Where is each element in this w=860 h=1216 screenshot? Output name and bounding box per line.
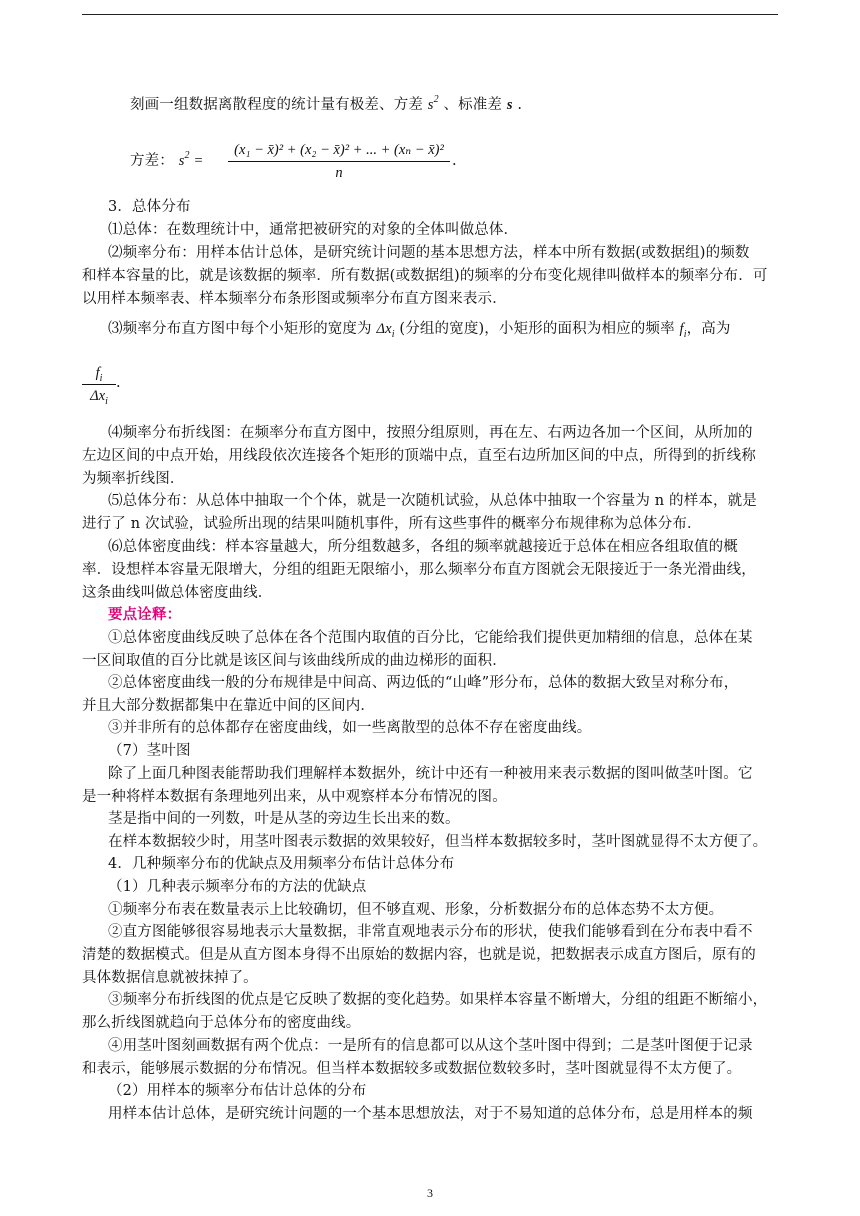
- note-1b: 一区间取值的百分比就是该区间与该曲线所成的曲边梯形的面积．: [82, 653, 507, 669]
- stem-leaf-para-c: 茎是指中间的一列数，叶是从茎的旁边生长出来的数。: [108, 811, 460, 827]
- stem-leaf-para-b: 是一种将样本数据有条理地列出来，从中观察样本分布情况的图。: [82, 789, 507, 805]
- variance-lhs: $s^2$ =: [178, 150, 204, 169]
- paragraph-6b: 率．设想样本容量无限增大，分组的组距无限缩小，那么频率分布直方图就会无限接近于一条光滑曲线，: [82, 562, 756, 578]
- page-number: 3: [427, 1186, 433, 1200]
- paragraph-3a: ⑶频率分布直方图中每个小矩形的宽度为 $\Delta x_i$ (分组的宽度)，小矩形的面积为相应的频率 $f_i$，高为: [108, 321, 731, 340]
- advantage-1: ①频率分布表在数量表示上比较确切，但不够直观、形象，分析数据分布的总体态势不太方便。: [108, 902, 724, 918]
- paragraph-5a: ⑸总体分布：从总体中抽取一个个体，就是一次随机试验，从总体中抽取一个容量为 n 的样本，就是: [108, 493, 757, 509]
- paragraph-6a: ⑹总体密度曲线：样本容量越大，所分组数越多，各组的频率就越接近于总体在相应各组取值的概: [108, 539, 738, 555]
- advantage-3a: ③频率分布折线图的优点是它反映了数据的变化趋势。如果样本容量不断增大，分组的组距不断缩小，: [108, 992, 768, 1008]
- variance-label: 方差：: [130, 153, 174, 169]
- variance-denominator: n: [335, 165, 343, 181]
- paragraph-4c: 为频率折线图．: [82, 471, 185, 487]
- note-2a: ②总体密度曲线一般的分布规律是中间高、两边低的“山峰”形分布，总体的数据大致呈对称分布，: [108, 675, 739, 691]
- stem-leaf-title: （7）茎叶图: [108, 743, 191, 759]
- stem-leaf-para-a: 除了上面几种图表能帮助我们理解样本数据外，统计中还有一种被用来表示数据的图叫做茎叶图。它: [108, 766, 753, 782]
- paragraph-4b: 左边区间的中点开始，用线段依次连接各个矩形的顶端中点，直至右边所加区间的中点，所得到的折线称: [82, 448, 756, 464]
- paragraph-1: ⑴总体：在数理统计中，通常把被研究的对象的全体叫做总体．: [108, 222, 519, 238]
- subsection-4-1-title: （1）几种表示频率分布的方法的优缺点: [108, 879, 367, 895]
- paragraph-2b: 和样本容量的比，就是该数据的频率．所有数据(或数据组)的频率的分布变化规律叫做样本的频率分布．可: [82, 268, 768, 284]
- note-2b: 并且大部分数据都集中在靠近中间的区间内．: [82, 698, 375, 714]
- advantage-2b: 清楚的数据模式。但是从直方图本身得不出原始的数据内容，也就是说，把数据表示成直方图后，原有的: [82, 947, 756, 963]
- advantage-4a: ④用茎叶图刻画数据有两个优点：一是所有的信息都可以从这个茎叶图中得到；二是茎叶图便于记录: [108, 1038, 753, 1054]
- height-fraction: $f_i$ $\Delta x_i$: [82, 362, 116, 407]
- fraction-period: .: [116, 375, 121, 391]
- period: .: [517, 97, 523, 113]
- measures-line: [130, 94, 778, 116]
- note-1a: ①总体密度曲线反映了总体在各个范围内取值的百分比，它能给我们提供更加精细的信息，总体在某: [108, 630, 753, 646]
- paragraph-4a: ⑷频率分布折线图：在频率分布直方图中，按照分组原则，再在左、右两边各加一个区间，从所加的: [108, 425, 753, 441]
- subsection-4-2-title: （2）用样本的频率分布估计总体的分布: [108, 1083, 367, 1099]
- advantage-4b: 和表示，能够展示数据的分布情况。但当样本数据较多或数据位数较多时，茎叶图就显得不太方便了。: [82, 1061, 742, 1077]
- s-squared-symbol: $s^2$: [427, 94, 439, 113]
- paragraph-2a: ⑵频率分布：用样本估计总体，是研究统计问题的基本思想方法，样本中所有数据(或数据组)的频数: [108, 245, 750, 261]
- note-3: ③并非所有的总体都存在密度曲线，如一些离散型的总体不存在密度曲线。: [108, 720, 592, 736]
- paragraph-6c: 这条曲线叫做总体密度曲线．: [82, 585, 273, 601]
- final-line: 用样本估计总体，是研究统计问题的一个基本思想放法，对于不易知道的总体分布，总是用样本的频: [108, 1106, 753, 1122]
- paragraph-5b: 进行了 n 次试验，试验所出现的结果叫随机事件，所有这些事件的概率分布规律称为总体分布．: [82, 516, 702, 532]
- advantage-3b: 那么折线图就趋向于总体分布的密度曲线。: [82, 1015, 361, 1031]
- stem-leaf-para-d: 在样本数据较少时，用茎叶图表示数据的效果较好，但当样本数据较多时，茎叶图就显得不太方便了。: [108, 834, 768, 850]
- measures-text: 刻画一组数据离散程度的统计量有极差、方差: [130, 97, 423, 113]
- header-rule: [82, 14, 778, 15]
- variance-numerator: (x₁ − x̄)² + (x₂ − x̄)² + ... + (xₙ − x̄)²: [234, 142, 444, 158]
- variance-formula: [228, 139, 450, 184]
- section-3-title: 3．总体分布: [108, 199, 191, 215]
- paragraph-2c: 以用样本频率表、样本频率分布条形图或频率分布直方图来表示．: [82, 291, 507, 307]
- section-4-title: 4．几种频率分布的优缺点及用频率分布估计总体分布: [108, 856, 455, 872]
- key-points-heading: 要点诠释：: [108, 606, 182, 623]
- advantage-2c: 具体数据信息就被抹掉了。: [82, 970, 258, 986]
- formula-period: .: [452, 153, 457, 169]
- measures-separator: 、标准差: [443, 97, 503, 113]
- s-symbol: s: [506, 97, 513, 113]
- advantage-2a: ②直方图能够很容易地表示大量数据，非常直观地表示分布的形状，使我们能够看到在分布表中看不: [108, 924, 753, 940]
